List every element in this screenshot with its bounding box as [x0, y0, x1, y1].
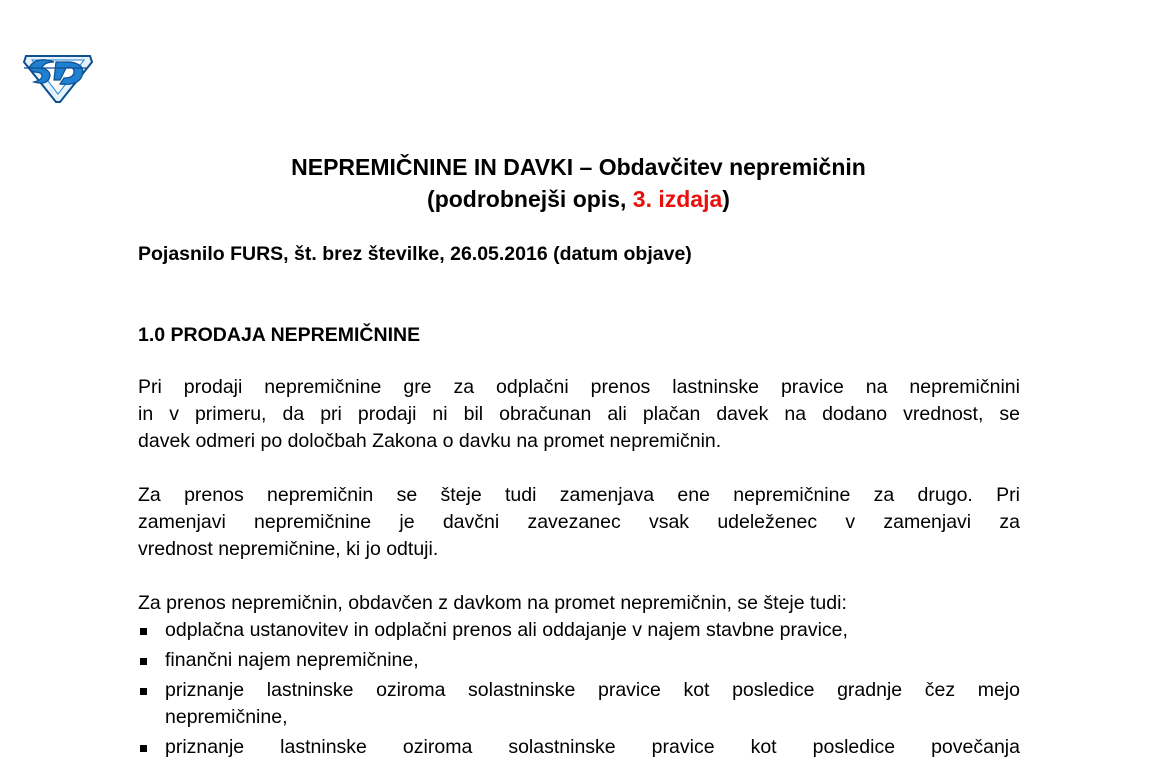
paragraph-line: Za prenos nepremičnin, obdavčen z davkom na promet nepremičnin, se šteje tudi: [138, 592, 847, 614]
paragraph-line: davek odmeri po določbah Zakona o davku na promet nepremičnin. [138, 430, 722, 452]
square-bullet-icon [140, 745, 147, 752]
document-title: NEPREMIČNINE IN DAVKI – Obdavčitev nepremičnin [291, 154, 866, 180]
list-item-text: priznanje lastninske oziroma solastninske pravice kot posledice povečanja [165, 736, 1020, 758]
list-item [138, 734, 1020, 761]
list-item-text: finančni najem nepremičnine, [165, 649, 419, 671]
list-item-text: priznanje lastninske oziroma solastninske pravice kot posledice gradnje čez mejo [165, 679, 1020, 701]
paragraph-line: vrednost nepremičnine, ki jo odtuji. [138, 538, 439, 560]
square-bullet-icon [140, 688, 147, 695]
list-item [138, 677, 1020, 731]
paragraph-line: Za prenos nepremičnin se šteje tudi zamenjava ene nepremičnine za drugo. Pri [138, 484, 1020, 506]
bullet-list [138, 617, 1020, 764]
paragraph-line: in v primeru, da pri prodaji ni bil obračunan ali plačan davek na dodano vrednost, se [138, 403, 1020, 425]
list-item [138, 617, 1020, 644]
paragraph-1 [138, 374, 1020, 455]
company-logo-icon [20, 48, 96, 104]
square-bullet-icon [140, 628, 147, 635]
paragraph-2 [138, 482, 1020, 563]
list-item-text: nepremičnine, [165, 706, 288, 728]
list-item [138, 647, 1020, 674]
document-title-edition [0, 183, 1157, 215]
document-subtitle: Pojasnilo FURS, št. brez številke, 26.05.2016 (datum objave) [138, 243, 692, 265]
title-prefix: (podrobnejši opis, [427, 186, 633, 212]
paragraph-line: zamenjavi nepremičnine je davčni zavezanec vsak udeleženec v zamenjavi za [138, 511, 1020, 533]
title-suffix: ) [722, 186, 730, 212]
paragraph-line: Pri prodaji nepremičnine gre za odplačni prenos lastninske pravice na nepremičnini [138, 376, 1020, 398]
square-bullet-icon [140, 658, 147, 665]
paragraph-3 [138, 590, 1020, 617]
edition-highlight: 3. izdaja [632, 186, 723, 212]
section-heading: 1.0 PRODAJA NEPREMIČNINE [138, 324, 421, 346]
list-item-text: odplačna ustanovitev in odplačni prenos ali oddajanje v najem stavbne pravice, [165, 619, 848, 641]
